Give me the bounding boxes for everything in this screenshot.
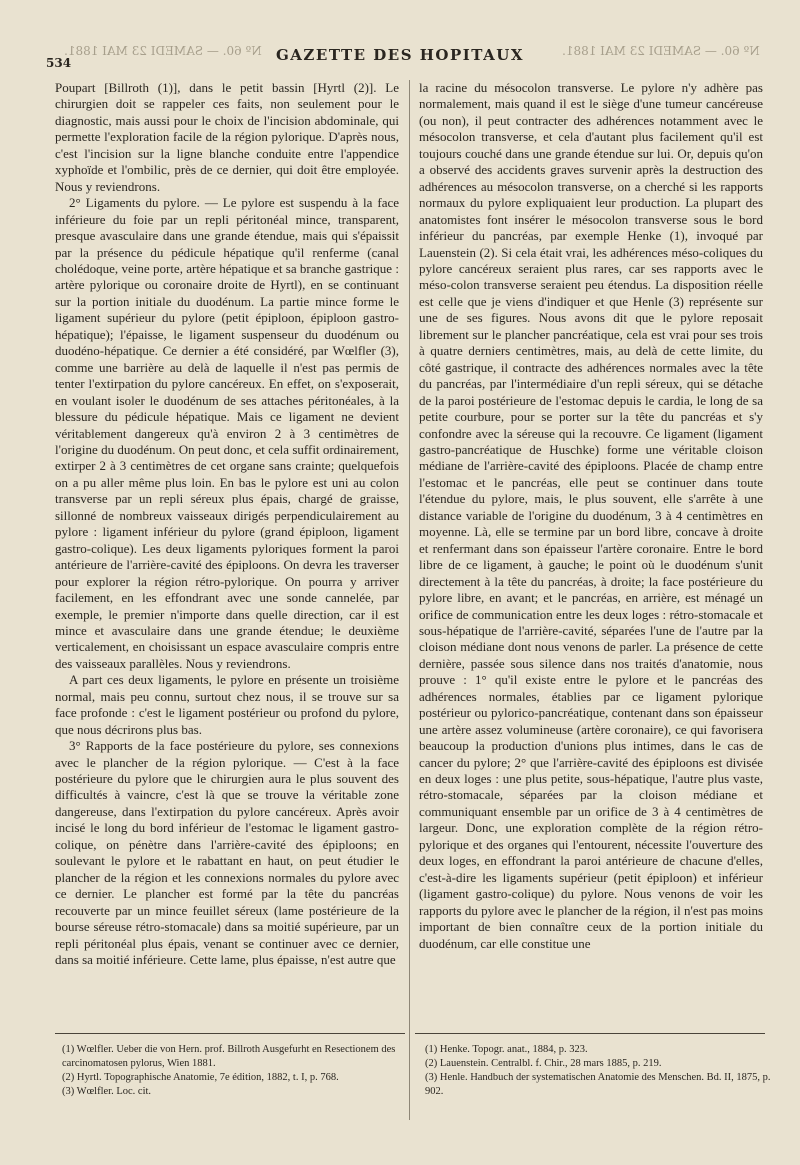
page-header xyxy=(0,44,800,74)
paragraph: 3° Rapports de la face postérieure du pylore, ses connexions avec le plancher de la région pylorique. — C'est à la face postérieure du pylore que le chirurgien aura le plus souvent des difficultés à vaincre, c'est là que se trouve la véritable zone dangereuse, dans l'extirpation du pylore cancéreux. Après avoir incisé le long du bord inférieur de l'estomac le ligament gastro-colique, on pénètre dans l'arrière-cavité des épiploons; en soulevant le pylore et le rabattant en haut, on peut étudier le plancher de la région et les connexions normales du pylore avec ce dernier. Le plancher est formé par la tête du pancréas recouverte par un mince feuillet séreux (lame postérieure de la bourse séreuse rétro-stomacale) dans sa moitié supérieure, par un repli péritonéal plus épais, venant se continuer avec ce dernier, dans sa moitié inférieure. Cette lame, plus épaisse, n'est autre que xyxy=(55,738,399,968)
show-through-text-right: Nº 60. — SAMEDI 23 MAI 1881. xyxy=(562,44,760,58)
left-column xyxy=(55,80,399,968)
paragraph: la racine du mésocolon transverse. Le pylore n'y adhère pas normalement, mais quand il est le siège d'une tumeur cancéreuse (ou non), il peut contracter des adhérences notamment avec le mésocolon transverse, et cela d'autant plus facilement qu'il est toujours couché dans une grande étendue sur lui. Or, depuis qu'on a observé des accidents graves survenir après la destruction des adhérences au mésocolon transverse, on a cherché si les rapports normaux du pylore expliquaient leur production. La plupart des anatomistes font insérer le mésocolon transverse sous le bord inférieur du pancréas, par exemple Henke (1), invoqué par Lauenstein (2). Si cela était vrai, les adhérences méso-coliques du pylore cancéreux seraient plus rares, car ses rapports avec le méso-colon transverse seraient peu étendus. La disposition réelle est celle que je viens d'indiquer et que Henle (3) représente sur une de ses figures. Nous avons dit que le pylore reposait librement sur le plancher pancréatique, cela est vrai pour ses trois à quatre derniers centimètres, mais, au delà de cette limite, du côté gastrique, il contracte des adhérences normales avec la tête du pancréas, par l'intermédiaire d'un repli séreux, qui se détache de la paroi postérieure de l'estomac depuis le cardia, le long de sa petite courbure, pour se porter sur la tête du pancréas et s'y confondre avec la séreuse qui la recouvre. Ce ligament (ligament gastro-pancréatique de Huschke) forme une véritable cloison médiane de l'arrière-cavité des épiploons. Placée de champ entre l'estomac et le pancréas, elle peut se continuer dans toute l'étendue du pylore, mais, le plus souvent, elle s'arrête à une distance variable de l'origine du duodénum, 3 à 4 centimètres en moyenne. Là, elle se termine par un bord libre, concave à droite et renfermant dans son épaisseur l'artère coronaire. Entre le bord libre de ce ligament, à gauche; le point où le duodénum s'unit directement à la tête du pancréas, à droite; la face postérieure du pylore libre, en avant; et le pancréas, en arrière, est ménagé un orifice de communication entre les deux loges : rétro-stomacale et sous-hépatique de l'arrière-cavité, séparées l'une de l'autre par la cloison médiane dont nous venons de parler. La présence de cette dernière, passée sous silence dans nos traités d'anatomie, nous prouve : 1° qu'il existe entre le pylore et le pancréas des adhérences normales, établies par ce ligament pylorique postérieur ou pylorico-pancréatique, contenant dans son épaisseur une artère assez volumineuse (artère coronaire), ce qui favorisera beaucoup la production d'unions plus intimes, dans le cas de cancer du pylore; 2° que l'arrière-cavité des épiploons est divisée en deux loges : une plus petite, sous-hépatique, l'autre plus vaste, rétro-stomacale, séparées par la cloison médiane et communiquant ensemble par un orifice de 3 à 4 centimètres de largeur. Donc, une exploration complète de la région rétro-pylorique et des organes qui l'entourent, nécessite l'ouverture des deux loges, en effondrant la paroi antérieure de chacune d'elles, c'est-à-dire les ligaments supérieur (petit épiploon) et inférieur (ligament gastro-colique) du pylore. Nous venons de voir les rapports du pylore avec le plancher de la région, il n'est pas moins important de bien connaître ceux de la portion initiale du duodénum, car elle constitue une xyxy=(419,80,763,951)
journal-title: GAZETTE DES HOPITAUX xyxy=(275,46,524,64)
footnote: (3) Wœlfler. Loc. cit. xyxy=(62,1086,152,1097)
footnote: (1) Henke. Topogr. anat., 1884, p. 323. xyxy=(425,1044,588,1055)
footnotes-left xyxy=(62,1043,412,1099)
footnote: (3) Henle. Handbuch der systematischen Anatomie des Menschen. Bd. II, 1875, p. 902. xyxy=(425,1072,771,1097)
footnote-rule-right xyxy=(415,1033,765,1034)
paragraph: Poupart [Billroth (1)], dans le petit bassin [Hyrtl (2)]. Le chirurgien doit se rappeler ces faits, non seulement pour le diagnostic, mais aussi pour le choix de l'incision abdominale, qui permette l'exploration facile de la région pylorique. D'après nous, c'est l'incision sur la ligne blanche conduite entre l'appendice xyphoïde et l'ombilic, près de ce dernier, qui doit être employée. Nous y reviendrons. xyxy=(55,80,399,194)
footnote: (1) Wœlfler. Ueber die von Hern. prof. Billroth Ausgefurht en Resectionem des carcinomatosen pylorus, Wien 1881. xyxy=(62,1044,396,1069)
right-column xyxy=(419,80,763,952)
footnote: (2) Hyrtl. Topographische Anatomie, 7e édition, 1882, t. I, p. 768. xyxy=(62,1072,339,1083)
footnotes-right xyxy=(425,1043,775,1099)
footnote: (2) Lauenstein. Centralbl. f. Chir., 28 mars 1885, p. 219. xyxy=(425,1058,662,1069)
paragraph: 2° Ligaments du pylore. — Le pylore est suspendu à la face inférieure du foie par un repli péritonéal mince, transparent, presque avasculaire dans une grande étendue, mais qui s'épaissit par la présence du pédicule hépatique qu'il renferme (canal cholédoque, veine porte, artère hépatique et sa branche gastrique : artère pylorique ou coronaire droite de Hyrtl), en se continuant sur la portion initiale du duodénum. La partie mince forme le ligament supérieur du pylore (petit épiploon, épiploon gastro-hépatique); l'épaisse, le ligament suspenseur du duodénum ou duodéno-hépatique. Ce dernier a été considéré, par Wœlfler (3), comme une barrière au delà de laquelle il n'est pas permis de tenter l'extirpation du pylore cancéreux. En effet, on s'exposerait, en voulant isoler le duodénum de ses attaches péritonéales, à la blessure du pédicule hépatique. Mais ce ligament ne devient véritablement dangereux qu'à environ 2 à 3 centimètres de l'origine du duodénum. On peut donc, et cela suffit ordinairement, extirper 2 à 3 centimètres de cet organe sans crainte; quelquefois on a pu aller même plus loin. En bas le pylore est uni au colon transverse par un repli séreux plus épais, chargé de graisse, sillonné de nombreux vaisseaux dirigés perpendiculairement au pylore : ligament inférieur du pylore (grand épiploon, ligament gastro-colique). Les deux ligaments pyloriques forment la paroi antérieure de l'arrière-cavité des épiploons. On devra les traverser pour explorer la région rétro-pylorique. On pourra y arriver facilement, en les effondrant avec une sonde cannelée, par exemple, le premier n'importe dans quelle direction, car il est mince et avasculaire dans une grande étendue; le deuxième verticalement, en choisissant un espace avasculaire compris entre des vaisseaux parallèles. Nous y reviendrons. xyxy=(55,195,399,671)
paragraph: A part ces deux ligaments, le pylore en présente un troisième normal, mais peu connu, surtout chez nous, il se trouve sur sa face profonde : c'est le ligament postérieur ou profond du pylore, que nous décrirons plus bas. xyxy=(55,672,399,737)
footnote-rule-left xyxy=(55,1033,405,1034)
column-divider xyxy=(409,80,410,1120)
page-number: 534 xyxy=(46,56,72,70)
show-through-text-left: Nº 60. — SAMEDI 23 MAI 1881. xyxy=(64,44,262,58)
